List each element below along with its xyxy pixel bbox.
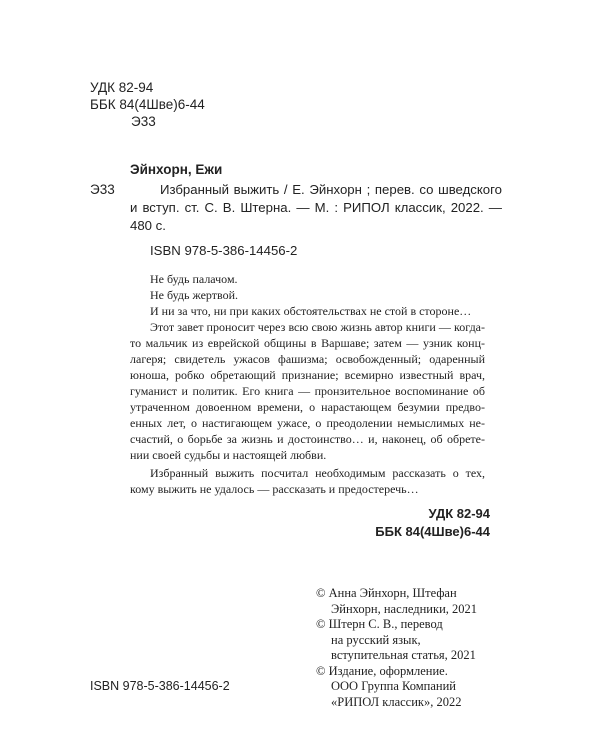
copyright-line-3: © Штерн С. В., перевод — [316, 617, 443, 631]
udk-code: УДК 82-94 — [90, 80, 154, 95]
annotation-p1-line-2: то мальчик из еврейской общины в Варшаве; затем — узник конц- — [130, 336, 485, 350]
copyright-block — [316, 586, 516, 710]
copyright-line-8: «РИПОЛ классик», 2022 — [331, 694, 462, 709]
annotation-p1-line-3: лагеря; свидетель ужасов фашизма; освобожденный; одаренный — [130, 352, 485, 366]
bbk-code: ББК 84(4Шве)6-44 — [90, 97, 205, 112]
isbn-record: ISBN 978-5-386-14456-2 — [150, 243, 298, 258]
udk-code-bottom: УДК 82-94 — [428, 506, 490, 521]
epigraph-line-3: И ни за что, ни при каких обстоятельствах не стой в стороне… — [150, 304, 472, 318]
bibliographic-line-1: Избранный выжить / Е. Эйнхорн ; перев. со шведского — [160, 182, 502, 197]
copyright-line-4: на русский язык, — [331, 632, 421, 647]
bibliographic-line-2: и вступ. ст. С. В. Штерна. — М. : РИПОЛ классик, 2022. — — [130, 200, 502, 215]
author-mark: Э33 — [131, 114, 156, 129]
annotation-p1-line-4: юноша, робко обретающий признание; всемирно известный врач, — [130, 368, 485, 382]
annotation-p1-line-7: енных лет, о настигающем ужасе, о преодолении немыслимых не- — [130, 416, 485, 430]
annotation-p2-line-1: Избранный выжить посчитал необходимым рассказать о тех, — [150, 466, 485, 480]
annotation-p1-line-9: нии своей судьбы и настоящей любви. — [130, 448, 327, 462]
bibliographic-line-3: 480 с. — [130, 218, 166, 233]
copyright-line-1: © Анна Эйнхорн, Штефан — [316, 586, 457, 600]
epigraph-line-1: Не будь палачом. — [150, 272, 238, 286]
copyright-line-2: Эйнхорн, наследники, 2021 — [331, 601, 478, 616]
copyright-line-5: вступительная статья, 2021 — [331, 648, 476, 662]
epigraph-line-2: Не будь жертвой. — [150, 288, 239, 302]
author-heading: Эйнхорн, Ежи — [130, 162, 223, 177]
isbn-footer: ISBN 978-5-386-14456-2 — [90, 679, 230, 693]
bbk-code-bottom: ББК 84(4Шве)6-44 — [375, 524, 490, 539]
annotation-p2-line-2: кому выжить не удалось — рассказать и предостеречь… — [130, 482, 419, 496]
annotation-p1-line-5: гуманист и политик. Его книга — пронзительное воспоминание об — [130, 384, 485, 398]
annotation-p1-line-8: счастий, о борьбе за жизнь и достоинство… и, наконец, об обрете- — [130, 432, 485, 446]
annotation-p1-line-6: утраченном довоенном времени, о нарастающем безумии предво- — [130, 400, 485, 414]
copyright-line-6: © Издание, оформление. — [316, 663, 448, 678]
copyright-line-7: ООО Группа Компаний — [331, 679, 456, 693]
bibliographic-mark: Э33 — [90, 182, 115, 197]
annotation-p1-line-1: Этот завет проносит через всю свою жизнь автор книги — когда- — [150, 320, 485, 334]
